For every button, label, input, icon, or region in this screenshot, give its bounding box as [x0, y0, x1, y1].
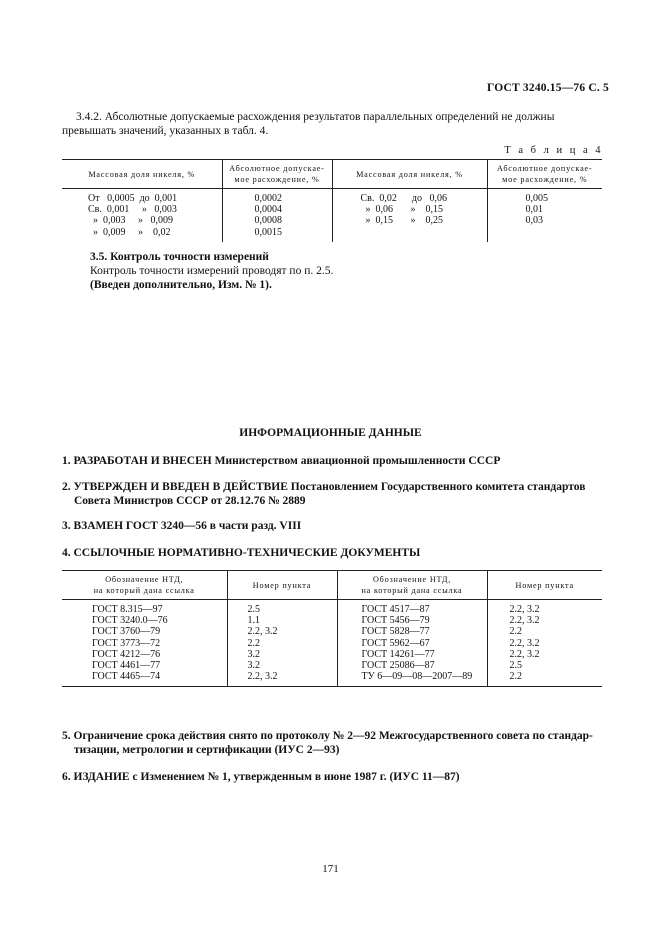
ref-doc: ГОСТ 3760—79 — [92, 626, 161, 638]
value-cell: 0,0004 — [254, 204, 282, 216]
refs-header-item-right: Номер пункта — [487, 571, 602, 600]
info-title: ИНФОРМАЦИОННЫЕ ДАННЫЕ — [239, 427, 422, 439]
range-cell: Св. 0,02 до 0,06 — [360, 193, 447, 204]
info-item-4: 4. ССЫЛОЧНЫЕ НОРМАТИВНО-ТЕХНИЧЕСКИЕ ДОКУМЕНТЫ — [62, 547, 421, 559]
ref-doc: ГОСТ 25086—87 — [361, 660, 435, 672]
table-4 — [62, 159, 602, 242]
value-cell: 0,005 — [525, 193, 548, 204]
table4-header-row — [62, 160, 602, 189]
ref-doc: ГОСТ 3240.0—76 — [92, 615, 168, 627]
value-cell: 0,01 — [525, 204, 543, 216]
intro-line-1: 3.4.2. Абсолютные допускаемые расхождения результатов параллельных определений не должны — [76, 111, 555, 123]
info-item-2-line1: 2. УТВЕРЖДЕН И ВВЕДЕН В ДЕЙСТВИЕ Постановлением Государственного комитета стандартов — [62, 481, 586, 493]
value-cell: 0,0002 — [254, 193, 282, 204]
refs-right-items — [487, 600, 602, 687]
info-item-6: 6. ИЗДАНИЕ с Изменением № 1, утвержденным в июне 1987 г. (ИУС 11—87) — [62, 771, 460, 783]
refs-left-docs — [62, 600, 227, 687]
ref-item: 2.2, 3.2 — [247, 671, 278, 683]
ref-doc: ГОСТ 8.315—97 — [92, 604, 163, 615]
ref-item: 3.2 — [247, 660, 260, 672]
info-item-5-line2: тизации, метрологии и сертификации (ИУС 2—93) — [74, 744, 340, 756]
table4-left-ranges — [62, 189, 222, 242]
ref-doc: ГОСТ 4212—76 — [92, 648, 161, 660]
ref-doc: ГОСТ 4465—74 — [92, 671, 161, 683]
document-code: ГОСТ 3240.15—76 С. 5 — [486, 82, 609, 94]
refs-header-doc-line2: на который дана ссылка — [361, 586, 463, 595]
refs-right-docs — [337, 600, 487, 687]
range-cell: От 0,0005 до 0,001 — [88, 193, 178, 204]
value-cell: 0,03 — [525, 215, 543, 227]
references-table — [62, 570, 602, 687]
range-cell: » 0,009 » 0,02 — [88, 226, 171, 238]
ref-item: 2.2, 3.2 — [247, 626, 278, 638]
ref-doc: ГОСТ 14261—77 — [361, 648, 435, 660]
refs-header-row — [62, 571, 602, 600]
ref-doc: ГОСТ 5456—79 — [361, 615, 430, 627]
section-3-5-text: Контроль точности измерений проводят по п. 2.5. — [90, 265, 334, 277]
refs-header-doc-line1: Обозначение НТД, — [105, 575, 184, 584]
abs-dev-line1: Абсолютное допускае- — [497, 164, 593, 173]
refs-header-doc-right — [337, 571, 487, 600]
table4-caption: Т а б л и ц а 4 — [504, 145, 603, 156]
table4-header-mass-fraction-right: Массовая доля никеля, % — [332, 160, 487, 189]
ref-doc: ГОСТ 3773—72 — [92, 637, 161, 649]
abs-dev-line2: мое расхождение, % — [234, 175, 320, 184]
intro-line-2: превышать значений, указанных в табл. 4. — [62, 125, 269, 137]
table4-right-ranges — [332, 189, 487, 242]
table4-body-row — [62, 189, 602, 242]
range-cell: » 0,06 » 0,15 — [360, 204, 443, 216]
ref-doc: ГОСТ 5828—77 — [361, 626, 430, 638]
table4-header-abs-dev-right — [487, 160, 602, 189]
ref-item: 2.2, 3.2 — [509, 604, 540, 615]
value-cell: 0,0015 — [254, 226, 282, 238]
ref-item: 2.2, 3.2 — [509, 615, 540, 627]
ref-doc: ТУ 6—09—08—2007—89 — [361, 671, 473, 683]
abs-dev-line1: Абсолютное допускае- — [229, 164, 325, 173]
section-3-5-note: (Введен дополнительно, Изм. № 1). — [90, 279, 272, 291]
section-3-5 — [90, 250, 600, 292]
ref-item: 2.2, 3.2 — [509, 648, 540, 660]
ref-item: 2.2 — [247, 637, 260, 649]
ref-item: 2.5 — [247, 604, 260, 615]
value-cell: 0,0008 — [254, 215, 282, 227]
ref-doc: ГОСТ 4461—77 — [92, 660, 161, 672]
page-number: 171 — [322, 863, 339, 875]
table4-left-values — [222, 189, 332, 242]
refs-header-doc-line2: на который дана ссылка — [93, 586, 195, 595]
info-item-1: 1. РАЗРАБОТАН И ВНЕСЕН Министерством авиационной промышленности СССР — [62, 455, 501, 467]
ref-item: 2.5 — [509, 660, 522, 672]
ref-doc: ГОСТ 4517—87 — [361, 604, 430, 615]
info-item-5 — [62, 729, 607, 757]
info-item-5-line1: 5. Ограничение срока действия снято по протоколу № 2—92 Межгосударственного совета по стандар- — [62, 730, 593, 742]
ref-item: 2.2 — [509, 671, 522, 683]
range-cell: Св. 0,001 » 0,003 — [88, 204, 177, 216]
intro-paragraph — [62, 110, 602, 138]
ref-item: 2.2, 3.2 — [509, 637, 540, 649]
abs-dev-line2: мое расхождение, % — [502, 175, 588, 184]
ref-doc: ГОСТ 5962—67 — [361, 637, 430, 649]
table4-header-abs-dev-left — [222, 160, 332, 189]
refs-header-item-left: Номер пункта — [227, 571, 337, 600]
ref-item: 1.1 — [247, 615, 260, 627]
ref-item: 2.2 — [509, 626, 522, 638]
refs-header-doc-line1: Обозначение НТД, — [372, 575, 452, 584]
refs-left-items — [227, 600, 337, 687]
section-3-5-heading: 3.5. Контроль точности измерений — [90, 251, 269, 263]
info-item-3: 3. ВЗАМЕН ГОСТ 3240—56 в части разд. VIII — [62, 520, 302, 532]
refs-header-doc-left — [62, 571, 227, 600]
table4-header-mass-fraction-left: Массовая доля никеля, % — [62, 160, 222, 189]
range-cell: » 0,15 » 0,25 — [360, 215, 443, 227]
info-item-2-line2: Совета Министров СССР от 28.12.76 № 2889 — [74, 495, 306, 507]
range-cell: » 0,003 » 0,009 — [88, 215, 173, 227]
refs-body-row — [62, 600, 602, 687]
table4-right-values — [487, 189, 602, 242]
info-item-2 — [62, 480, 607, 508]
ref-item: 3.2 — [247, 648, 260, 660]
